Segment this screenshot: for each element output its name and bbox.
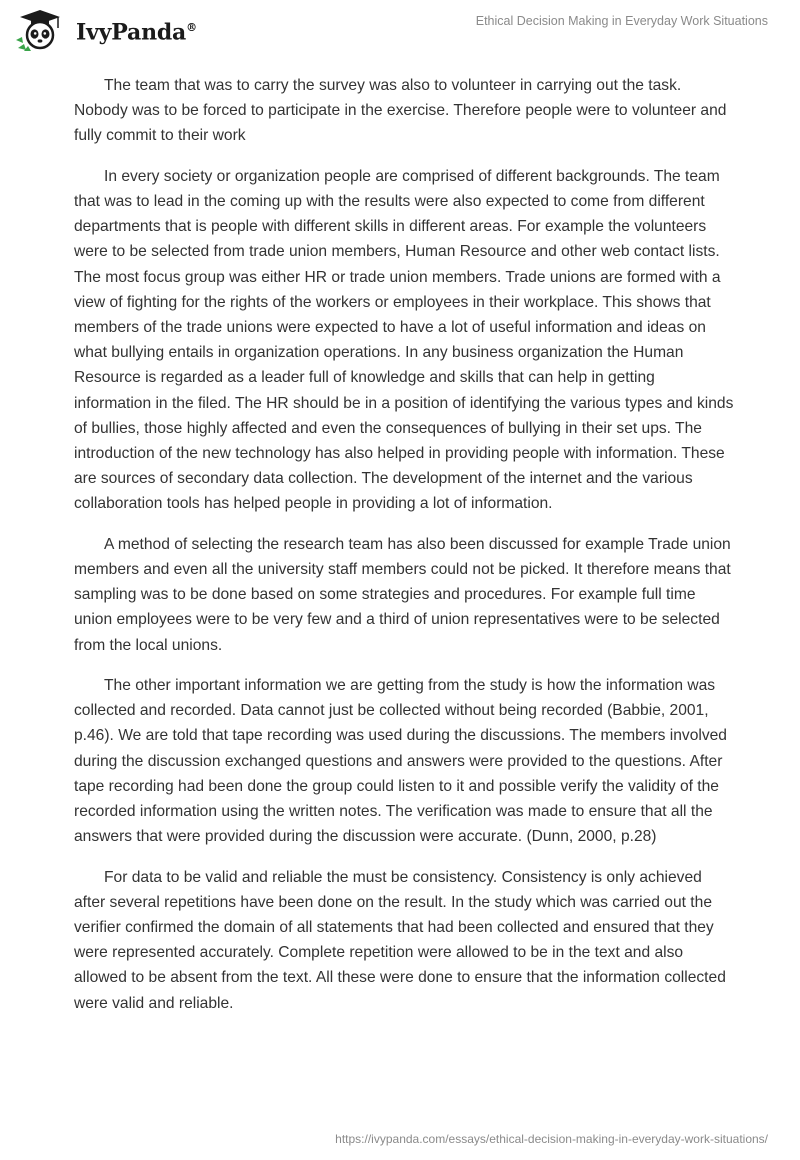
document-title: Ethical Decision Making in Everyday Work Situations	[475, 14, 768, 28]
paragraph: The other important information we are getting from the study is how the information was collected and recorded. Data cannot just be collected without being recorded (Babbie, 2001, p.46). We are told that tape recording was used during the discussions. The members involved during the discussion exchanged questions and answers were provided to the questions. After tape recording had been done the group could listen to it and possible verify the validity of the recorded information using the written notes. The verification was made to ensure that all the answers that were provided during the discussion were accurate. (Dunn, 2000, p.28)	[74, 677, 727, 846]
ivypanda-logo[interactable]	[14, 8, 197, 52]
paragraph: In every society or organization people are comprised of different backgrounds. The team that was to lead in the coming up with the results were also expected to come from different departments that is people with different skills in different areas. For example the volunteers were to be selected from trade union members, Human Resource and other web contact lists. The most focus group was either HR or trade union members. Trade unions are formed with a view of fighting for the rights of the workers or employees in their workplace. This shows that members of the trade unions were expected to have a lot of useful information and ideas on what bullying entails in organization operations. In any business organization the Human Resource is regarded as a leader full of knowledge and skills that can help in getting information in the filed. The HR should be in a position of identifying the various types and kinds of bullies, those highly affected and even the consequences of bullying in their set ups. The introduction of the new technology has also helped in providing people with information. These are sources of secondary data collection. The development of the internet and the various collaboration tools has helped people in providing a lot of information.	[74, 167, 734, 513]
paragraph: A method of selecting the research team has also been discussed for example Trade union members and even all the university staff members could not be picked. It therefore means that sampling was to be done based on some strategies and procedures. For example full time union employees were to be very few and a third of union representatives were to be selected from the local unions.	[74, 535, 731, 654]
panda-graduate-icon	[14, 8, 70, 52]
paragraph: For data to be valid and reliable the must be consistency. Consistency is only achieved after several repetitions have been done on the result. In the study which was carried out the verifier confirmed the domain of all statements that had been collected and ensured that they were represented accurately. Complete repetition were allowed to be in the text and also allowed to be absent from the text. All these were done to ensure that the information collected were valid and reliable.	[74, 868, 726, 1012]
page-header	[0, 0, 800, 60]
paragraph: The team that was to carry the survey was also to volunteer in carrying out the task. Nobody was to be forced to participate in the exercise. Therefore people were to volunteer and fully commit to their work	[74, 77, 727, 145]
registered-mark: ®	[186, 20, 197, 34]
essay-body	[74, 73, 734, 1031]
source-url[interactable]: https://ivypanda.com/essays/ethical-decision-making-in-everyday-work-situations/	[335, 1132, 768, 1146]
brand-name: IvyPanda®	[76, 19, 197, 46]
